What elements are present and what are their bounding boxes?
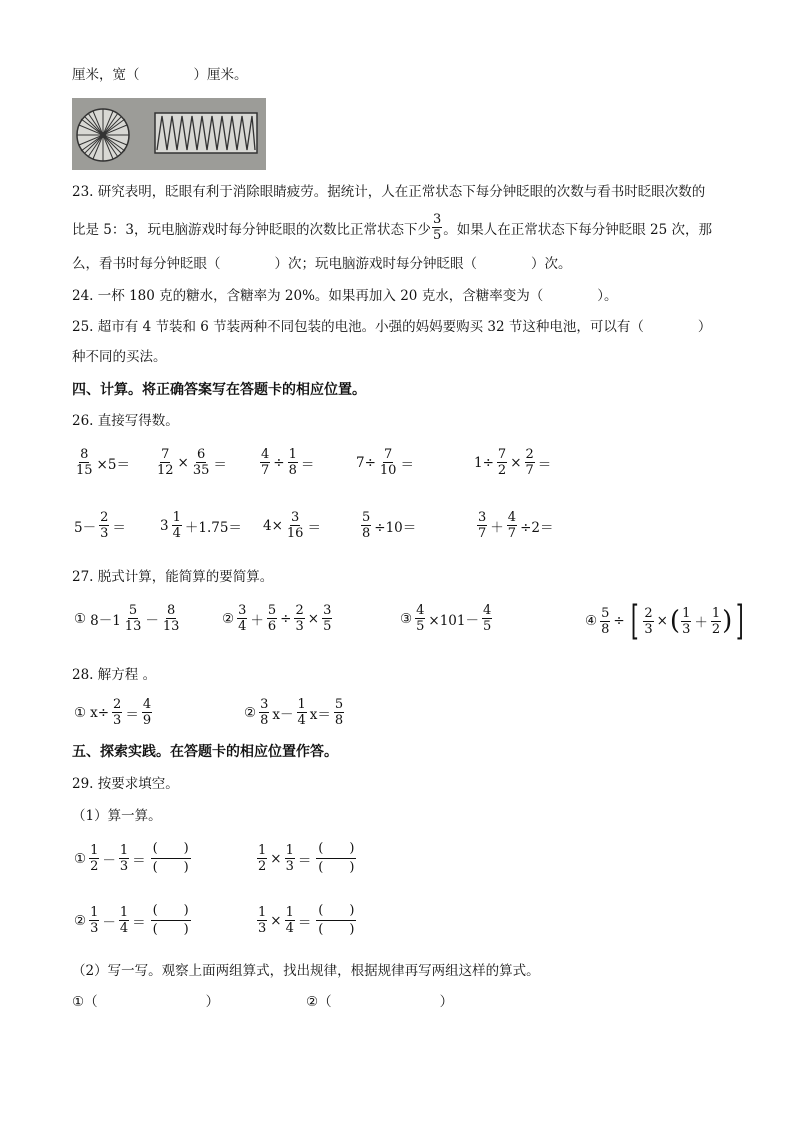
question-text: 研究表明，眨眼有利于消除眼睛疲劳。据统计，人在正常状态下每分钟眨眼的次数与看书时眨眼次数的 bbox=[97, 184, 706, 200]
zigzag-spring-icon bbox=[155, 113, 257, 153]
question-25-line1 bbox=[72, 318, 711, 336]
question-text: 按要求填空。 bbox=[97, 776, 179, 792]
question-28-title bbox=[72, 666, 156, 684]
figure-drawing bbox=[72, 98, 266, 170]
expr-26-2a: 5－ $\frac{2}{3}$ ＝ bbox=[74, 510, 126, 541]
question-23-line2 bbox=[72, 212, 712, 243]
question-number: 27. bbox=[72, 569, 94, 585]
question-text: 超市有 4 节装和 6 节装两种不同包装的电池。小强的妈妈要购买 32 节这种电池，可以有（ ） bbox=[97, 319, 712, 335]
figure-photo bbox=[72, 98, 266, 170]
expr-27a: ① 8－1 $\frac{5}{13}$ － $\frac{8}{13}$ bbox=[74, 603, 180, 634]
expr-26-2d: $\frac{5}{8}$ ÷10＝ bbox=[362, 510, 417, 541]
question-23-line1 bbox=[72, 183, 705, 201]
question-text: 一杯 180 克的糖水，含糖率为 20%。如果再加入 20 克水，含糖率变为（ ）。 bbox=[97, 288, 618, 304]
expr-26-2e: $\frac{3}{7}$ ＋ $\frac{4}{7}$ ÷2＝ bbox=[478, 510, 554, 541]
question-number: 24. bbox=[72, 288, 94, 304]
question-text: 。如果人在正常状态下每分钟眨眼 25 次，那 bbox=[443, 221, 713, 238]
question-29-title bbox=[72, 775, 179, 793]
question-text: 比是 5：3，玩电脑游戏时每分钟眨眼的次数比正常状态下少 bbox=[72, 221, 431, 238]
expr-26-1e: 1÷ $\frac{7}{2}$ × $\frac{2}{7}$ ＝ bbox=[474, 447, 552, 478]
spoked-wheel-icon bbox=[77, 109, 129, 161]
expr-26-2b: 3 $\frac{1}{4}$ ＋1.75＝ bbox=[160, 510, 242, 541]
answer-blank[interactable]: $\frac{( )}{( )}$ bbox=[318, 841, 355, 875]
question-text: 解方程 。 bbox=[97, 667, 157, 683]
expr-27c: ③ $\frac{4}{5}$ ×101－ $\frac{4}{5}$ bbox=[400, 603, 492, 634]
question-number: 29. bbox=[72, 776, 94, 792]
expr-26-1d: 7÷ $\frac{7}{10}$ ＝ bbox=[356, 447, 414, 478]
question-number: 25. bbox=[72, 319, 94, 335]
expr-26-1b: $\frac{7}{12}$ × $\frac{6}{35}$ ＝ bbox=[157, 447, 227, 478]
expr-29-2b: $\frac{1}{3}$ × $\frac{1}{4}$ ＝ $\frac{( )}{( )}$ bbox=[258, 903, 355, 937]
question-24 bbox=[72, 287, 617, 305]
expr-26-2c: 4× $\frac{3}{16}$ ＝ bbox=[263, 510, 321, 541]
question-26-title bbox=[72, 412, 179, 430]
section-4-title: 四、计算。将正确答案写在答题卡的相应位置。 bbox=[72, 382, 366, 398]
expr-29-1b: $\frac{1}{2}$ × $\frac{1}{3}$ ＝ $\frac{( )}{( )}$ bbox=[258, 841, 355, 875]
expr-29-1a: ① $\frac{1}{2}$ － $\frac{1}{3}$ ＝ $\frac{( )}{( )}$ bbox=[74, 841, 189, 875]
expr-27b: ② $\frac{3}{4}$ ＋ $\frac{5}{6}$ ÷ $\frac{2}{3}$ × $\frac{3}{5}$ bbox=[222, 603, 332, 634]
question-text: 直接写得数。 bbox=[97, 413, 179, 429]
answer-blank[interactable]: $\frac{( )}{( )}$ bbox=[152, 841, 189, 875]
fraction: $\frac{3}{5}$ bbox=[432, 212, 442, 243]
expr-29-2a: ② $\frac{1}{3}$ － $\frac{1}{4}$ ＝ $\frac{( )}{( )}$ bbox=[74, 903, 189, 937]
expr-28a: ① x÷ $\frac{2}{3}$ ＝ $\frac{4}{9}$ bbox=[74, 697, 152, 728]
question-text: 脱式计算，能简算的要简算。 bbox=[97, 569, 274, 585]
question-23-line3: 么，看书时每分钟眨眼（ ）次；玩电脑游戏时每分钟眨眼（ ）次。 bbox=[72, 256, 572, 272]
section-5-title: 五、探索实践。在答题卡的相应位置作答。 bbox=[72, 744, 338, 760]
question-number: 23. bbox=[72, 184, 94, 200]
expr-26-1c: $\frac{4}{7}$ ÷ $\frac{1}{8}$ ＝ bbox=[261, 447, 315, 478]
question-number: 28. bbox=[72, 667, 94, 683]
expr-28b: ② $\frac{3}{8}$ x－ $\frac{1}{4}$ x＝ $\frac{5}{8}$ bbox=[244, 697, 344, 728]
expr-27d: ④ $\frac{5}{8}$ ÷ [ $\frac{2}{3}$ × ( $\frac{1}{3}$ ＋ $\frac{1}{2}$ ) ] bbox=[585, 598, 744, 644]
answer-line-top: 厘米，宽（ ）厘米。 bbox=[72, 67, 248, 83]
answer-blank[interactable]: $\frac{( )}{( )}$ bbox=[152, 903, 189, 937]
answer-slot-2[interactable]: ②（ ） bbox=[306, 994, 454, 1010]
answer-slot-1[interactable]: ①（ ） bbox=[72, 994, 220, 1010]
question-27-title bbox=[72, 568, 273, 586]
question-29-part1: （1）算一算。 bbox=[72, 808, 162, 824]
answer-blank[interactable]: $\frac{( )}{( )}$ bbox=[318, 903, 355, 937]
question-29-part2: （2）写一写。观察上面两组算式，找出规律，根据规律再写两组这样的算式。 bbox=[72, 963, 540, 979]
expr-26-1a: $\frac{8}{15}$ ×5＝ bbox=[76, 447, 130, 478]
question-number: 26. bbox=[72, 413, 94, 429]
question-25-line2: 种不同的买法。 bbox=[72, 349, 167, 365]
